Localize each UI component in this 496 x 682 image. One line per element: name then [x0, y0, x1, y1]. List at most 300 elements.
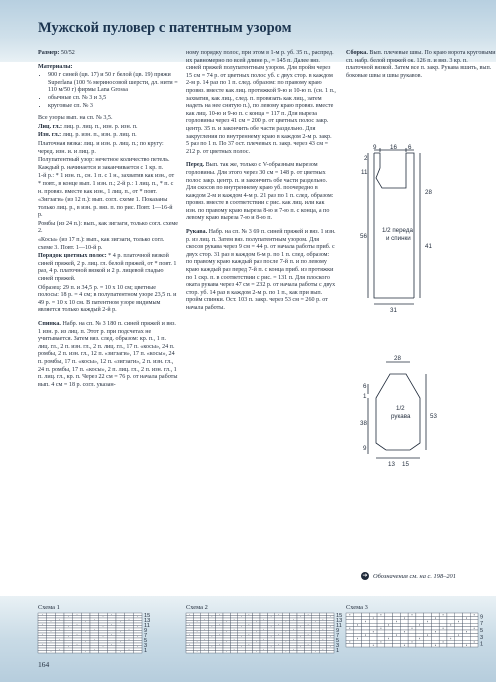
scheme-row-label: 3 — [480, 634, 484, 641]
scheme-row-label: 7 — [480, 621, 484, 628]
scheme-cell — [253, 633, 260, 636]
scheme-cell — [55, 641, 64, 644]
scheme-cell — [223, 628, 230, 631]
paragraph: Платочная вязка: лиц. и изн. р. лиц. п.; по кругу: черед. изн. и. и лиц. р. — [38, 140, 164, 155]
scheme-cell — [267, 623, 274, 626]
scheme-label: Схема 3 — [346, 604, 368, 611]
scheme-cell — [238, 621, 245, 624]
scheme-cell — [304, 626, 311, 629]
scheme-cell — [312, 638, 319, 641]
scheme-cell — [312, 616, 319, 619]
scheme-cell — [267, 631, 274, 634]
scheme-1-chart — [38, 613, 156, 653]
scheme-cell — [208, 641, 215, 644]
dim-label: 16 — [390, 144, 397, 151]
scheme-cell — [107, 631, 116, 634]
dim-label: 15 — [402, 461, 409, 468]
scheme-cell — [275, 651, 282, 654]
scheme-cell — [393, 623, 401, 626]
scheme-cell — [64, 643, 73, 646]
scheme-cell — [260, 646, 267, 649]
scheme-cell — [462, 633, 470, 636]
diagram-caption: 1/2 переда — [382, 227, 413, 234]
scheme-cell — [125, 621, 134, 624]
scheme-cell — [282, 648, 289, 651]
scheme-cell — [354, 616, 362, 619]
scheme-cell — [116, 638, 125, 641]
scheme-cell — [319, 621, 326, 624]
scheme-cell — [208, 648, 215, 651]
scheme-cell — [201, 636, 208, 639]
scheme-cell — [55, 633, 64, 636]
scheme-cell — [312, 648, 319, 651]
paragraph — [38, 253, 178, 283]
scheme-cell — [470, 616, 478, 619]
scheme-cell — [125, 643, 134, 646]
scheme-cell — [133, 651, 142, 654]
scheme-cell — [400, 633, 408, 636]
scheme-cell — [327, 638, 334, 641]
scheme-cell — [223, 638, 230, 641]
scheme-cell — [462, 613, 470, 616]
term-label: Изн. гл.: — [38, 132, 62, 139]
scheme-cell — [81, 618, 90, 621]
scheme-cell — [99, 638, 108, 641]
scheme-cell — [81, 613, 90, 616]
scheme-cell — [304, 651, 311, 654]
scheme-cell — [275, 616, 282, 619]
scheme-cell — [90, 633, 99, 636]
scheme-cell — [125, 636, 134, 639]
scheme-cell — [208, 628, 215, 631]
scheme-cell — [362, 613, 370, 616]
scheme-cell — [416, 613, 424, 616]
scheme-cell — [81, 648, 90, 651]
scheme-cell — [470, 630, 478, 633]
scheme-cell — [424, 627, 432, 630]
scheme-cell — [431, 623, 439, 626]
scheme-cell — [90, 616, 99, 619]
scheme-cell — [107, 648, 116, 651]
scheme-cell — [393, 613, 401, 616]
scheme-cell — [133, 638, 142, 641]
scheme-cell — [208, 643, 215, 646]
scheme-cell — [107, 646, 116, 649]
scheme-cell — [385, 620, 393, 623]
scheme-cell — [282, 616, 289, 619]
scheme-cell — [107, 628, 116, 631]
scheme-cell — [275, 631, 282, 634]
scheme-cell — [64, 621, 73, 624]
scheme-cell — [193, 648, 200, 651]
scheme-cell — [424, 613, 432, 616]
scheme-row-label: 5 — [144, 638, 148, 644]
paragraph — [38, 124, 178, 132]
material-item: • круговые сп. № 3 — [48, 103, 178, 111]
scheme-cell — [385, 644, 393, 647]
scheme-cell — [424, 623, 432, 626]
scheme-cell — [304, 641, 311, 644]
scheme-cell — [133, 633, 142, 636]
scheme-cell — [327, 613, 334, 616]
dim-label: 6 — [363, 383, 367, 390]
scheme-cell — [81, 623, 90, 626]
scheme-cell — [400, 613, 408, 616]
scheme-cell — [354, 640, 362, 643]
scheme-cell — [439, 616, 447, 619]
scheme-cell — [245, 618, 252, 621]
arrow-right-icon: ➔ — [362, 573, 368, 579]
scheme-cell — [125, 633, 134, 636]
scheme-cell — [260, 613, 267, 616]
scheme-cell — [64, 628, 73, 631]
scheme-cell — [47, 643, 56, 646]
scheme-cell — [223, 646, 230, 649]
scheme-cell — [193, 616, 200, 619]
scheme-cell — [107, 616, 116, 619]
scheme-cell — [267, 618, 274, 621]
scheme-cell — [297, 638, 304, 641]
scheme-cell — [385, 630, 393, 633]
body-outline-left — [374, 153, 414, 298]
scheme-row-label: 9 — [144, 628, 148, 634]
scheme-cell — [193, 638, 200, 641]
scheme-cell — [290, 633, 297, 636]
scheme-cell — [81, 628, 90, 631]
scheme-cell — [297, 621, 304, 624]
scheme-label: Схема 2 — [186, 604, 208, 611]
scheme-cell — [408, 644, 416, 647]
scheme-cell — [455, 616, 463, 619]
scheme-cell — [208, 618, 215, 621]
scheme-cell — [393, 640, 401, 643]
scheme-cell — [116, 616, 125, 619]
scheme-cell — [81, 638, 90, 641]
scheme-cell — [64, 638, 73, 641]
scheme-cell — [230, 641, 237, 644]
scheme-cell — [116, 623, 125, 626]
dim-label: 1 — [363, 393, 367, 400]
section-label: Спинка. — [38, 321, 61, 327]
dim-label: 53 — [430, 413, 437, 420]
scheme-cell — [216, 636, 223, 639]
scheme-cell — [327, 641, 334, 644]
scheme-cell — [462, 623, 470, 626]
scheme-cell — [260, 651, 267, 654]
scheme-cell — [431, 637, 439, 640]
scheme-cell — [125, 631, 134, 634]
scheme-cell — [470, 623, 478, 626]
dim-label: 9 — [363, 445, 367, 452]
paragraph — [38, 321, 178, 389]
scheme-cell — [260, 636, 267, 639]
scheme-cell — [47, 646, 56, 649]
scheme-cell — [400, 640, 408, 643]
scheme-cell — [193, 623, 200, 626]
section-text: Вып. так же, только с V-образным вырезом горловины. Для этого через 30 см = 148 р. от цветных полос закр. центр. п. и закончить обе части раздельно. Для скосов по внутреннему краю уб. поочередно в каждом 2-м и каждом 4-м р. 21 раз по 1 п. след. образом: провяз. вместе в соответствии с рис. как лиц. или как изн. по правому краю вырезa 8-ю и 7-ю п. с конца, а по левому краю выреза 7-ю и 8-ю п. — [186, 162, 334, 222]
scheme-cell — [393, 630, 401, 633]
scheme-cell — [253, 628, 260, 631]
scheme-cell — [223, 648, 230, 651]
scheme-row-label: 13 — [144, 618, 151, 624]
scheme-cell — [346, 644, 354, 647]
scheme-row-label: 11 — [144, 623, 150, 629]
scheme-cell — [64, 648, 73, 651]
scheme-cell — [447, 620, 455, 623]
scheme-cell — [319, 633, 326, 636]
scheme-cell — [470, 620, 478, 623]
scheme-cell — [424, 640, 432, 643]
scheme-cell — [90, 613, 99, 616]
scheme-cell — [455, 630, 463, 633]
scheme-cell — [223, 636, 230, 639]
symbols-note-text: Обозначения см. на с. 198–201 — [373, 572, 456, 580]
scheme-cell — [99, 641, 108, 644]
scheme-cell — [290, 626, 297, 629]
scheme-cell — [275, 621, 282, 624]
scheme-cell — [377, 630, 385, 633]
scheme-cell — [304, 618, 311, 621]
paragraph: 1-й р.: * 1 изн. п., сн. 1 п. с 1 н., захватив как изн., от * повт., в конце вып. 1 изн. п.; 2-й р.: 1 лиц. п., * п. с н. провяз. вместе как изн., 1 лиц. п., от * повт. — [38, 173, 175, 195]
scheme-cell — [408, 616, 416, 619]
scheme-cell — [275, 636, 282, 639]
scheme-cell — [38, 626, 47, 629]
scheme-cell — [297, 641, 304, 644]
paragraph: Все узоры вып. на сп. № 3,5. — [38, 115, 113, 122]
dim-label: 41 — [425, 243, 432, 250]
scheme-cell — [245, 626, 252, 629]
scheme-cell — [447, 630, 455, 633]
scheme-cell — [369, 623, 377, 626]
scheme-cell — [267, 648, 274, 651]
scheme-cell — [282, 613, 289, 616]
scheme-cell — [38, 631, 47, 634]
scheme-cell — [223, 613, 230, 616]
scheme-cell — [245, 651, 252, 654]
scheme-cell — [216, 618, 223, 621]
scheme-cell — [327, 618, 334, 621]
dim-label: 11 — [361, 169, 368, 176]
scheme-cell — [290, 616, 297, 619]
scheme-cell — [216, 626, 223, 629]
scheme-cell — [282, 646, 289, 649]
scheme-cell — [230, 623, 237, 626]
scheme-row-label: 5 — [480, 628, 484, 635]
scheme-cell — [230, 646, 237, 649]
scheme-cell — [133, 641, 142, 644]
scheme-cell — [230, 633, 237, 636]
scheme-cell — [312, 646, 319, 649]
scheme-cell — [470, 637, 478, 640]
scheme-cell — [73, 628, 82, 631]
scheme-cell — [319, 626, 326, 629]
scheme-cell — [312, 643, 319, 646]
scheme-cell — [186, 648, 193, 651]
scheme-cell — [223, 618, 230, 621]
scheme-cell — [55, 651, 64, 654]
scheme-cell — [319, 613, 326, 616]
scheme-cell — [354, 620, 362, 623]
scheme-cell — [462, 620, 470, 623]
scheme-cell — [431, 640, 439, 643]
scheme-cell — [201, 626, 208, 629]
scheme-cell — [304, 638, 311, 641]
scheme-cell — [107, 621, 116, 624]
scheme-cell — [416, 640, 424, 643]
scheme-cell — [125, 646, 134, 649]
scheme-cell — [245, 621, 252, 624]
scheme-cell — [455, 623, 463, 626]
scheme-cell — [186, 616, 193, 619]
scheme-cell — [90, 646, 99, 649]
scheme-cell — [377, 633, 385, 636]
scheme-cell — [133, 643, 142, 646]
scheme-cell — [208, 621, 215, 624]
scheme-cell — [297, 643, 304, 646]
paragraph: Ромбы (из 24 п.): вып., как зигзаги, только согл. схеме 2. — [38, 220, 178, 235]
scheme-cell — [38, 616, 47, 619]
scheme-cell — [193, 643, 200, 646]
scheme-cell — [238, 628, 245, 631]
paragraph — [346, 50, 496, 80]
scheme-cell — [253, 626, 260, 629]
paragraph — [38, 132, 178, 140]
scheme-cell — [201, 623, 208, 626]
scheme-cell — [38, 648, 47, 651]
scheme-cell — [424, 644, 432, 647]
text-column-2 — [186, 50, 336, 314]
scheme-row-label: 15 — [144, 613, 151, 619]
scheme-cell — [369, 633, 377, 636]
scheme-cell — [64, 623, 73, 626]
dim-label: 38 — [360, 420, 367, 427]
dim-label: 28 — [425, 189, 432, 196]
scheme-cell — [116, 648, 125, 651]
scheme-row-label: 1 — [480, 641, 484, 648]
scheme-row-label: 3 — [144, 643, 148, 649]
scheme-cell — [267, 641, 274, 644]
scheme-cell — [230, 621, 237, 624]
scheme-cell — [346, 616, 354, 619]
scheme-cell — [275, 618, 282, 621]
scheme-cell — [470, 633, 478, 636]
text-column-1 — [38, 50, 178, 390]
scheme-cell — [245, 648, 252, 651]
scheme-cell — [133, 613, 142, 616]
scheme-cell — [201, 621, 208, 624]
scheme-cell — [193, 636, 200, 639]
scheme-cell — [327, 623, 334, 626]
scheme-cell — [90, 621, 99, 624]
term-label: Порядок цветных полос: — [38, 253, 107, 260]
scheme-cell — [290, 643, 297, 646]
scheme-cell — [216, 616, 223, 619]
scheme-cell — [99, 618, 108, 621]
scheme-cell — [346, 633, 354, 636]
scheme-cell — [186, 621, 193, 624]
scheme-cell — [99, 648, 108, 651]
scheme-cell — [73, 648, 82, 651]
scheme-cell — [201, 651, 208, 654]
scheme-cell — [354, 630, 362, 633]
scheme-cell — [230, 613, 237, 616]
scheme-cell — [81, 636, 90, 639]
scheme-cell — [327, 621, 334, 624]
scheme-cell — [55, 623, 64, 626]
scheme-cell — [55, 626, 64, 629]
scheme-cell — [290, 621, 297, 624]
scheme-cell — [439, 644, 447, 647]
scheme-cell — [47, 638, 56, 641]
section-text: Набр. на сп. № 3 180 п. синей пряжей и вяз. 1 изн. р. из лиц. п. Этот р. при подсчетах не учитывается. Затем вяз. след. образом: кр. п., 1 п. лиц. гл., 2 п. изн. гл., 2 п. лиц. гл., 17 п. «косы», 24 п. ромбы, 2 п. изн. гл., 12 п. «зигзаги», 17 п. «косы», 24 п. ромбы, 17 п. «косы», 12 п. «зигзаги», 2 п. изн. гл., 24 п. ромбы, 17 п. «косы», 2 п. лиц. гл., 2 п. изн. гл., 1 п. лиц. гл., кр. п. Через 22 см = 76 р. от начала работы вып. 4 см = 18 р. согл. указан- — [38, 321, 178, 388]
scheme-cell — [297, 623, 304, 626]
scheme-cell — [90, 651, 99, 654]
scheme-cell — [260, 621, 267, 624]
scheme-cell — [416, 630, 424, 633]
scheme-cell — [304, 636, 311, 639]
scheme-cell — [186, 638, 193, 641]
scheme-cell — [238, 638, 245, 641]
scheme-cell — [362, 623, 370, 626]
body-outline — [374, 153, 414, 298]
scheme-cell — [81, 626, 90, 629]
scheme-cell — [455, 627, 463, 630]
scheme-cell — [125, 641, 134, 644]
scheme-cell — [38, 628, 47, 631]
scheme-cell — [38, 621, 47, 624]
scheme-cell — [319, 651, 326, 654]
scheme-row-label: 3 — [336, 643, 340, 649]
scheme-cell — [186, 626, 193, 629]
scheme-cell — [424, 630, 432, 633]
scheme-cell — [193, 618, 200, 621]
scheme-cell — [304, 628, 311, 631]
scheme-cell — [297, 613, 304, 616]
scheme-cell — [377, 616, 385, 619]
scheme-cell — [201, 631, 208, 634]
scheme-cell — [107, 651, 116, 654]
scheme-cell — [99, 613, 108, 616]
scheme-cell — [455, 640, 463, 643]
scheme-cell — [99, 651, 108, 654]
scheme-cell — [238, 643, 245, 646]
scheme-cell — [253, 646, 260, 649]
scheme-cell — [431, 633, 439, 636]
scheme-cell — [90, 626, 99, 629]
scheme-cell — [90, 636, 99, 639]
scheme-cell — [455, 637, 463, 640]
scheme-cell — [319, 623, 326, 626]
scheme-cell — [393, 616, 401, 619]
text-column-3 — [346, 50, 496, 81]
scheme-cell — [304, 621, 311, 624]
section-label: Сборка. — [346, 50, 368, 56]
scheme-cell — [64, 641, 73, 644]
scheme-cell — [253, 636, 260, 639]
scheme-cell — [201, 616, 208, 619]
scheme-cell — [312, 628, 319, 631]
scheme-cell — [362, 627, 370, 630]
scheme-cell — [408, 630, 416, 633]
scheme-cell — [416, 616, 424, 619]
scheme-cell — [133, 648, 142, 651]
scheme-cell — [253, 638, 260, 641]
scheme-cell — [47, 636, 56, 639]
scheme-cell — [319, 641, 326, 644]
scheme-cell — [462, 640, 470, 643]
scheme-cell — [327, 628, 334, 631]
scheme-cell — [47, 628, 56, 631]
